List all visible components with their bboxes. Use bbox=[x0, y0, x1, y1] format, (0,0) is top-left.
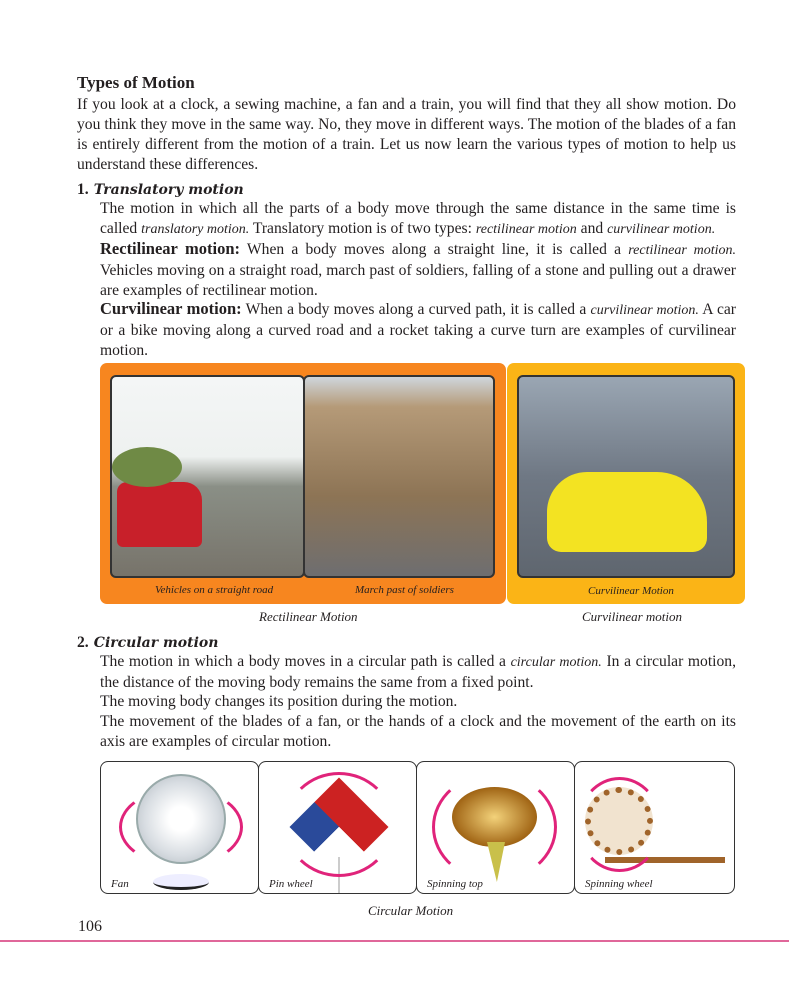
vehicle-road-photo bbox=[110, 375, 305, 578]
t: and bbox=[576, 220, 608, 237]
subheading: Circular motion bbox=[93, 635, 219, 651]
t: curvilinear motion. bbox=[590, 303, 699, 318]
t: Translatory motion is of two types: bbox=[249, 220, 476, 237]
section-heading: Types of Motion bbox=[77, 73, 195, 92]
rotation-arrow-icon bbox=[284, 772, 394, 877]
rotation-arrow-icon bbox=[432, 772, 557, 882]
caption-soldiers: March past of soldiers bbox=[355, 584, 454, 596]
figure-label-curvilinear: Curvilinear motion bbox=[582, 609, 683, 624]
rotation-arrow-icon bbox=[577, 777, 662, 872]
t: The motion in which a body moves in a circular path is called a bbox=[100, 653, 511, 670]
yellow-car bbox=[547, 472, 707, 552]
t: The motion in which all the parts of a body move through the same distance in the same time is called bbox=[100, 200, 736, 237]
subheading: Translatory motion bbox=[93, 182, 244, 198]
caption-fan: Fan bbox=[111, 878, 129, 890]
caption-curvilinear: Curvilinear Motion bbox=[588, 585, 674, 597]
t: A car or a bike moving along a curved road and a rocket taking a curve turn are examples of curvilinear motion. bbox=[100, 301, 736, 359]
soldiers-march-photo bbox=[303, 375, 495, 578]
term: Rectilinear motion: bbox=[100, 239, 241, 258]
t: rectilinear motion bbox=[475, 222, 577, 237]
circular-paragraph bbox=[100, 652, 736, 693]
tile-spinning-top bbox=[416, 761, 575, 894]
t: curvilinear motion. bbox=[607, 222, 716, 237]
tile-spinning-wheel bbox=[574, 761, 735, 894]
figure-label-circular: Circular Motion bbox=[368, 903, 454, 918]
figure-label-rectilinear: Rectilinear Motion bbox=[259, 609, 358, 624]
curvilinear-paragraph bbox=[100, 299, 736, 361]
t: translatory motion. bbox=[141, 222, 250, 237]
caption-vehicles: Vehicles on a straight road bbox=[155, 584, 274, 596]
translatory-paragraph bbox=[100, 199, 736, 240]
tile-pin-wheel bbox=[258, 761, 417, 894]
circular-paragraph-2: The moving body changes its position during the motion. bbox=[100, 693, 458, 710]
t: In a circular motion, the distance of the moving body remains the same from a fixed point. bbox=[100, 653, 736, 691]
caption-spinning-top: Spinning top bbox=[427, 878, 483, 890]
rectilinear-paragraph bbox=[100, 239, 736, 301]
curved-road-car-photo bbox=[517, 375, 735, 578]
item-number: 1. bbox=[77, 181, 89, 198]
t: When a body moves along a curved path, it is called a bbox=[241, 301, 591, 318]
fan-base bbox=[153, 874, 209, 890]
intro-paragraph: If you look at a clock, a sewing machine, a fan and a train, you will find that they all show motion. Do you think they move in the same way. No, they move in different ways. The motion of the blades of a fan is entirely different from the motion of a train. Let us now learn the various types of motion to help us understand these differences. bbox=[77, 96, 736, 173]
t: Vehicles moving on a straight road, march past of soldiers, falling of a stone and pulling out a drawer are examples of rectilinear motion. bbox=[100, 262, 736, 299]
rotation-arrow-icon bbox=[119, 787, 243, 867]
bush bbox=[112, 447, 182, 487]
caption-pin-wheel: Pin wheel bbox=[269, 878, 313, 890]
circular-paragraph-3: The movement of the blades of a fan, or the hands of a clock and the movement of the earth on its axis are examples of circular motion. bbox=[100, 713, 736, 750]
t: circular motion. bbox=[510, 655, 602, 670]
translatory-heading bbox=[77, 179, 244, 199]
caption-spinning-wheel: Spinning wheel bbox=[585, 878, 653, 890]
t: When a body moves along a straight line, it is called a bbox=[240, 241, 629, 258]
red-car bbox=[117, 482, 202, 547]
t: rectilinear motion. bbox=[628, 243, 736, 258]
page-number: 106 bbox=[78, 918, 102, 935]
tile-fan bbox=[100, 761, 259, 894]
item-number: 2. bbox=[77, 634, 89, 651]
footer-rule bbox=[0, 940, 789, 942]
term: Curvilinear motion: bbox=[100, 299, 242, 318]
circular-heading bbox=[77, 632, 218, 652]
